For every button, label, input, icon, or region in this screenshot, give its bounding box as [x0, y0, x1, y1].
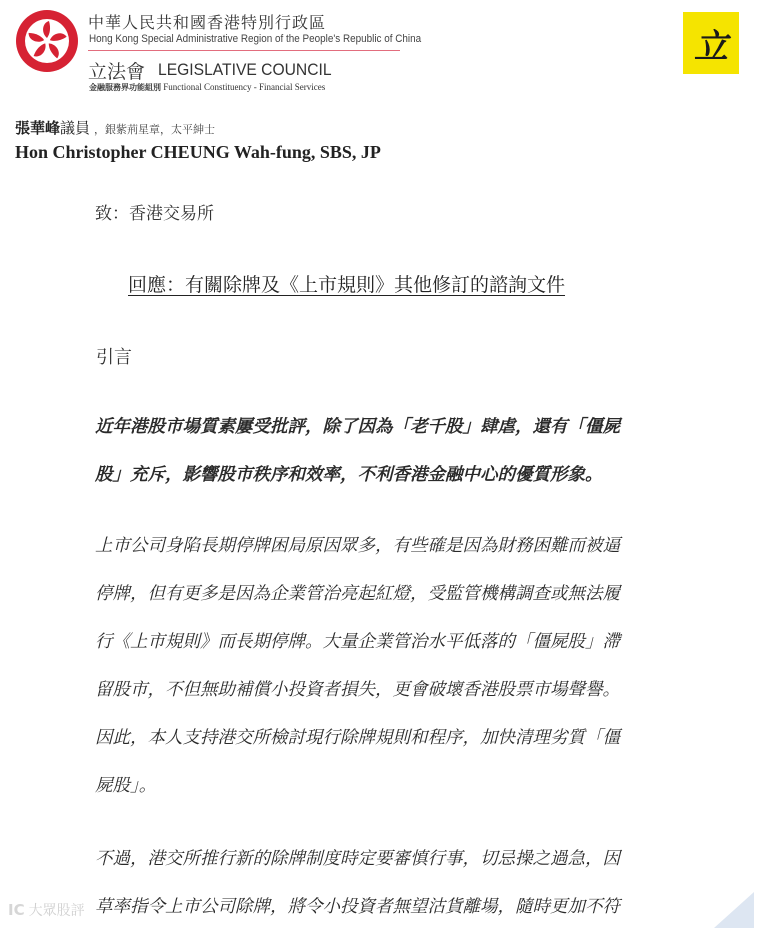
member-chinese-title: 議員 — [60, 119, 91, 137]
constituency-zh: 金融服務界功能組別 — [89, 83, 161, 92]
hksar-emblem — [14, 8, 80, 74]
paragraph-line: 行《上市規則》而長期停牌。大量企業管治水平低落的「僵屍股」滯 — [95, 632, 620, 652]
paragraph-line: 草率指令上市公司除牌，將令小投資者無望沽貨離場，隨時更加不符 — [95, 897, 620, 917]
government-title-zh: 中華人民共和國香港特別行政區 — [88, 13, 327, 32]
paragraph-line: 股」充斥，影響股市秩序和效率，不利香港金融中心的優質形象。 — [95, 465, 603, 485]
member-name-zh — [15, 117, 215, 138]
header-divider — [88, 50, 400, 51]
letter-recipient: 致：香港交易所 — [95, 204, 214, 224]
paragraph-line: 屍股」。 — [95, 776, 157, 796]
watermark-text: 大眾股評 — [28, 903, 85, 919]
paragraph-line: 停牌，但有更多是因為企業管治亮起紅燈，受監管機構調查或無法履 — [95, 584, 620, 604]
member-chinese-honours: ，銀紫荊星章，太平紳士 — [94, 123, 216, 136]
paragraph-1 — [95, 403, 667, 499]
legco-badge-glyph: 立 — [694, 26, 728, 67]
letter-subject: 回應：有關除牌及《上市規則》其他修訂的諮詢文件 — [128, 274, 566, 296]
paragraph-line: 留股市，不但無助補償小投資者損失，更會破壞香港股票市場聲譽。 — [95, 680, 620, 700]
member-chinese-name: 張華峰 — [15, 119, 61, 137]
watermark — [8, 900, 85, 920]
legco-badge-icon — [683, 12, 739, 74]
page-corner-decoration — [714, 892, 754, 928]
council-title-en: LEGISLATIVE COUNCIL — [158, 60, 332, 79]
watermark-logo-icon: IC — [8, 901, 25, 919]
constituency-en: Functional Constituency - Financial Services — [163, 82, 326, 92]
government-title-en: Hong Kong Special Administrative Region of the People's Republic of China — [89, 33, 422, 45]
paragraph-line: 近年港股市場質素屢受批評，除了因為「老千股」肆虐，還有「僵屍 — [95, 417, 620, 437]
section-heading: 引言 — [96, 347, 132, 368]
council-title-zh: 立法會 — [88, 61, 146, 83]
paragraph-line: 不過，港交所推行新的除牌制度時定要審慎行事，切忌操之過急，因 — [95, 849, 620, 869]
paragraph-3 — [95, 835, 667, 931]
paragraph-2 — [95, 522, 667, 810]
member-name-en: Hon Christopher CHEUNG Wah-fung, SBS, JP — [15, 142, 381, 162]
paragraph-line: 上市公司身陷長期停牌困局原因眾多，有些確是因為財務困難而被逼 — [95, 536, 620, 556]
constituency-line — [89, 82, 325, 93]
paragraph-line: 因此，本人支持港交所檢討現行除牌規則和程序，加快清理劣質「僵 — [95, 728, 620, 748]
